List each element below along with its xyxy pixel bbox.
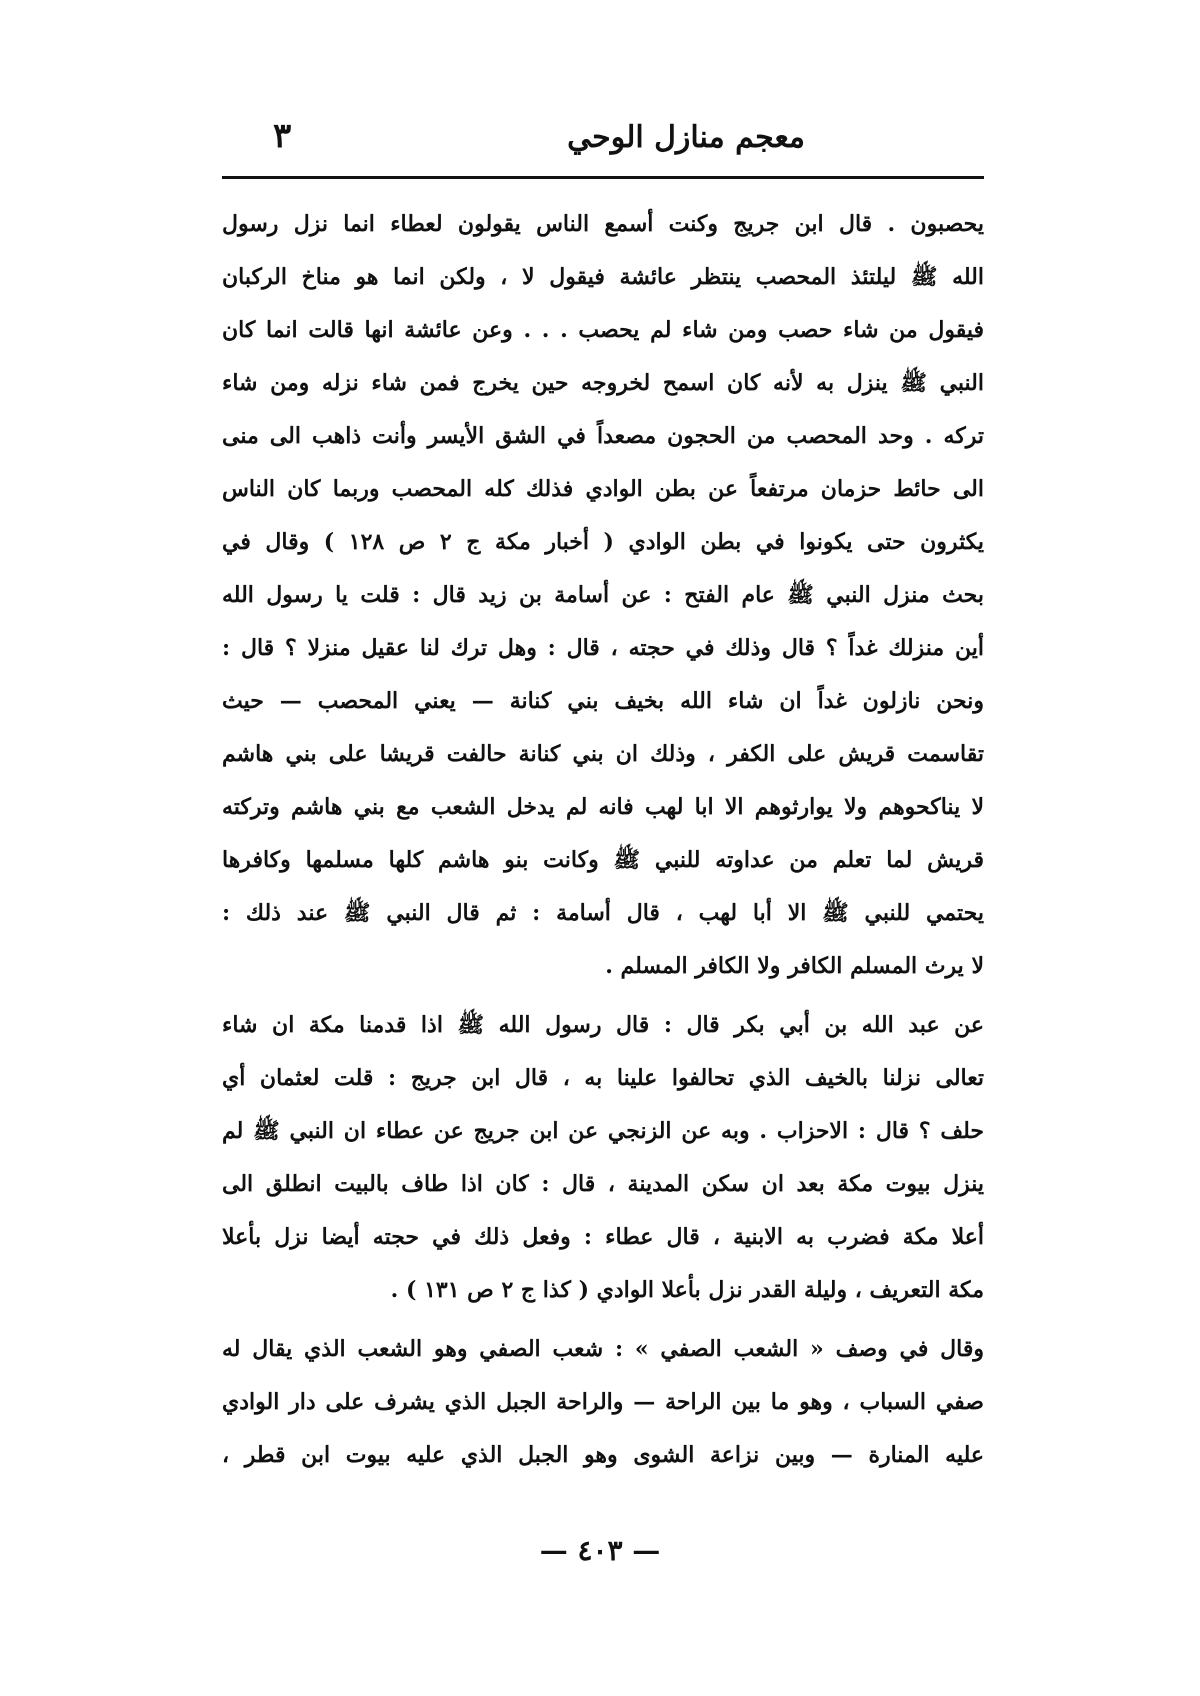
text-line: قريش لما تعلم من عداوته للنبي ﷺ وكانت بنو هاشم كلها مسلمها وكافرها	[222, 847, 984, 873]
text-line: يحصبون . قال ابن جريج وكنت أسمع الناس يقولون لعطاء انما نزل رسول	[222, 211, 984, 237]
text-line: تركه . وحد المحصب من الحجون مصعداً في الشق الأيسر وأنت ذاهب الى منى	[222, 423, 984, 449]
text-line: أين منزلك غداً ؟ قال وذلك في حجته ، قال : وهل ترك لنا عقيل منزلا ؟ قال :	[222, 635, 984, 661]
text-line: ينزل بيوت مكة بعد ان سكن المدينة ، قال : كان اذا طاف بالبيت انطلق الى	[222, 1171, 984, 1197]
text-line: النبي ﷺ ينزل به لأنه كان اسمح لخروجه حين يخرج فمن شاء نزله ومن شاء	[222, 370, 984, 396]
text-line: حلف ؟ قال : الاحزاب . وبه عن الزنجي عن ابن جريج عن عطاء ان النبي ﷺ لم	[222, 1118, 984, 1144]
text-line: لا يناكحوهم ولا يوارثوهم الا ابا لهب فانه لم يدخل الشعب مع بني هاشم وتركته	[222, 794, 984, 820]
text-line: صفي السباب ، وهو ما بين الراحة — والراحة الجبل الذي يشرف على دار الوادي	[222, 1389, 984, 1415]
running-title: معجم منازل الوحي	[567, 120, 805, 155]
text-line: تعالى نزلنا بالخيف الذي تحالفوا علينا به ، قال ابن جريج : قلت لعثمان أي	[222, 1065, 984, 1091]
chapter-page-number: ٣	[273, 116, 292, 156]
running-header	[225, 112, 985, 172]
text-line: وقال في وصف « الشعب الصفي » : شعب الصفي وهو الشعب الذي يقال له	[222, 1336, 984, 1362]
text-line: عن عبد الله بن أبي بكر قال : قال رسول الله ﷺ اذا قدمنا مكة ان شاء	[222, 1012, 984, 1038]
page-folio: — ٤٠٣ —	[539, 1534, 661, 1567]
text-line: يحتمي للنبي ﷺ الا أبا لهب ، قال أسامة : ثم قال النبي ﷺ عند ذلك :	[222, 900, 984, 926]
text-line: لا يرث المسلم الكافر ولا الكافر المسلم .	[605, 953, 984, 979]
text-line: الى حائط حزمان مرتفعاً عن بطن الوادي فذلك كله المحصب وربما كان الناس	[222, 476, 984, 502]
text-line: عليه المنارة — وبين نزاعة الشوى وهو الجبل الذي عليه بيوت ابن قطر ،	[222, 1442, 984, 1468]
text-line: بحث منزل النبي ﷺ عام الفتح : عن أسامة بن زيد قال : قلت يا رسول الله	[222, 582, 984, 608]
text-line: ونحن نازلون غداً ان شاء الله بخيف بني كنانة — يعني المحصب — حيث	[222, 688, 984, 714]
text-line: أعلا مكة فضرب به الابنية ، قال عطاء : وفعل ذلك في حجته أيضا نزل بأعلا	[222, 1224, 984, 1250]
text-line: فيقول من شاء حصب ومن شاء لم يحصب . . . وعن عائشة انها قالت انما كان	[222, 317, 984, 343]
text-line: يكثرون حتى يكونوا في بطن الوادي ( أخبار مكة ج ٢ ص ١٢٨ ) وقال في	[222, 529, 984, 555]
text-line: مكة التعريف ، وليلة القدر نزل بأعلا الوادي ( كذا ج ٢ ص ١٣١ ) .	[390, 1277, 984, 1303]
text-line: الله ﷺ ليلتئذ المحصب ينتظر عائشة فيقول لا ، ولكن انما هو مناخ الركبان	[222, 264, 984, 290]
text-line: تقاسمت قريش على الكفر ، وذلك ان بني كنانة حالفت قريشا على بني هاشم	[222, 741, 984, 767]
header-rule	[222, 176, 984, 179]
body-text	[222, 198, 984, 1482]
